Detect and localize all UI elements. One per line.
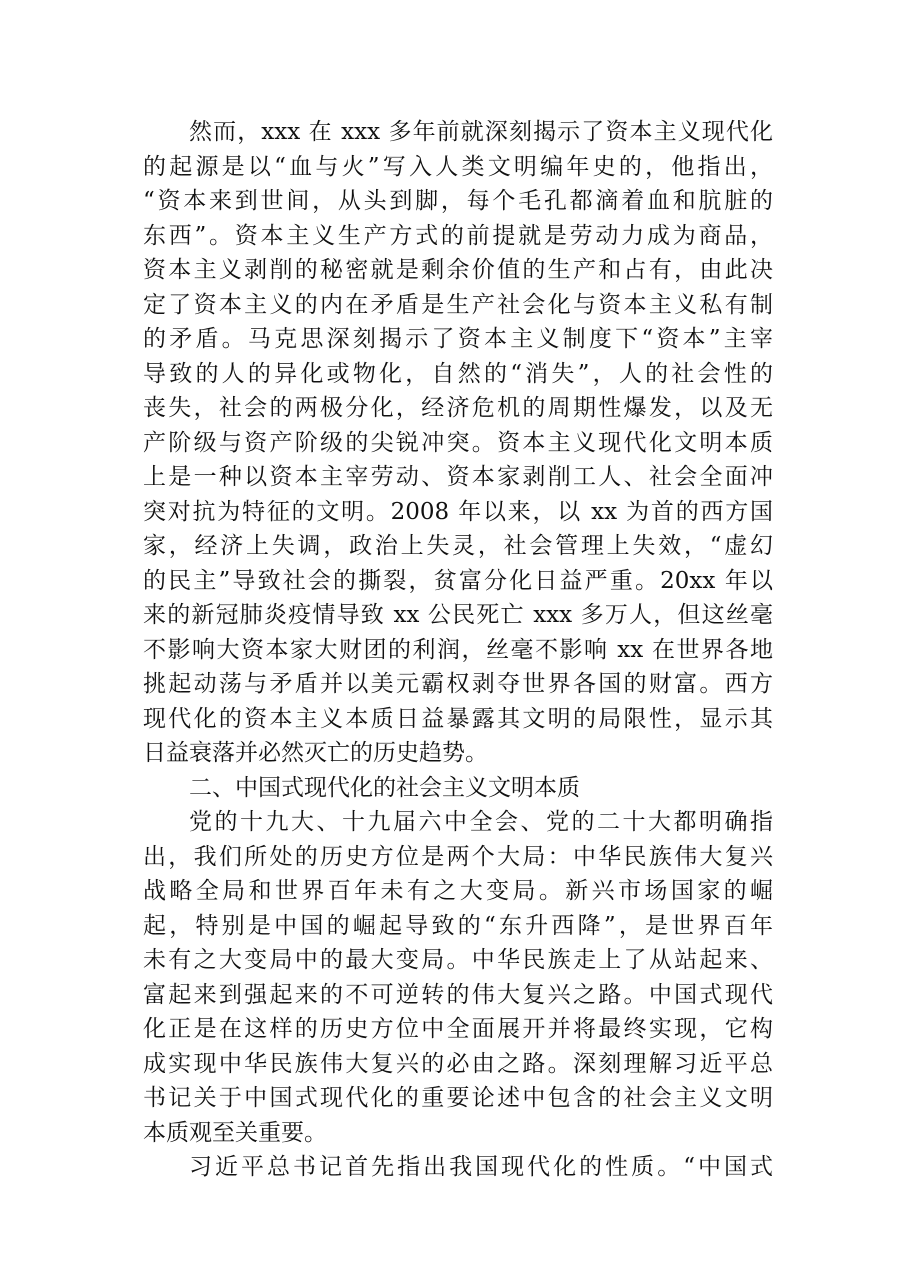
text-line: 未有之大变局中的最大变局。中华民族走上了从站起来、 (143, 947, 773, 973)
text-line: 丧失，社会的两极分化，经济危机的周期性爆发，以及无 (143, 395, 773, 421)
text-line: 战略全局和世界百年未有之大变局。新兴市场国家的崛 (143, 878, 773, 904)
text-line: 二、中国式现代化的社会主义文明本质 (189, 774, 580, 801)
text-line: 富起来到强起来的不可逆转的伟大复兴之路。中国式现代 (143, 981, 773, 1008)
text-line: 突对抗为特征的文明。2008 年以来，以 xx 为首的西方国 (143, 498, 773, 525)
text-line: 东西”。资本主义生产方式的前提就是劳动力成为商品， (143, 222, 773, 249)
text-line: 出，我们所处的历史方位是两个大局：中华民族伟大复兴 (143, 843, 773, 870)
text-line: 不影响大资本家大财团的利润，丝毫不影响 xx 在世界各地 (143, 636, 773, 663)
text-line: 导致的人的异化或物化，自然的“消失”，人的社会性的 (143, 360, 773, 387)
document-body (143, 115, 773, 1185)
text-line: 成实现中华民族伟大复兴的必由之路。深刻理解习近平总 (143, 1050, 773, 1077)
text-line: 上是一种以资本主宰劳动、资本家剥削工人、社会全面冲 (143, 464, 773, 490)
text-line: 的起源是以“血与火”写入人类文明编年史的，他指出， (143, 153, 773, 180)
text-line: 日益衰落并必然灭亡的历史趋势。 (143, 740, 488, 766)
text-line: 资本主义剥削的秘密就是剩余价值的生产和占有，由此决 (143, 257, 773, 283)
text-line: 书记关于中国式现代化的重要论述中包含的社会主义文明 (143, 1085, 773, 1111)
text-line: 家，经济上失调，政治上失灵，社会管理上失效，“虚幻 (143, 533, 773, 559)
text-line: 化正是在这样的历史方位中全面展开并将最终实现，它构 (143, 1016, 773, 1042)
text-line: 党的十九大、十九届六中全会、党的二十大都明确指 (189, 809, 773, 835)
text-line: 的民主”导致社会的撕裂，贫富分化日益严重。20xx 年以 (143, 567, 773, 594)
text-line: 定了资本主义的内在矛盾是生产社会化与资本主义私有制 (143, 291, 773, 318)
text-line: 挑起动荡与矛盾并以美元霸权剥夺世界各国的财富。西方 (143, 671, 773, 697)
text-line: 产阶级与资产阶级的尖锐冲突。资本主义现代化文明本质 (143, 429, 773, 456)
text-line: “资本来到世间，从头到脚，每个毛孔都滴着血和肮脏的 (143, 188, 773, 214)
text-line: 来的新冠肺炎疫情导致 xx 公民死亡 xxx 多万人，但这丝毫 (143, 602, 773, 628)
text-line: 起，特别是中国的崛起导致的“东升西降”，是世界百年 (143, 912, 773, 939)
text-line: 本质观至关重要。 (143, 1119, 327, 1146)
text-line: 习近平总书记首先指出我国现代化的性质。“中国式 (189, 1154, 773, 1180)
text-line: 现代化的资本主义本质日益暴露其文明的局限性，显示其 (143, 705, 773, 732)
text-line: 然而，xxx 在 xxx 多年前就深刻揭示了资本主义现代化 (189, 119, 773, 145)
text-line: 的矛盾。马克思深刻揭示了资本主义制度下“资本”主宰 (143, 326, 773, 352)
